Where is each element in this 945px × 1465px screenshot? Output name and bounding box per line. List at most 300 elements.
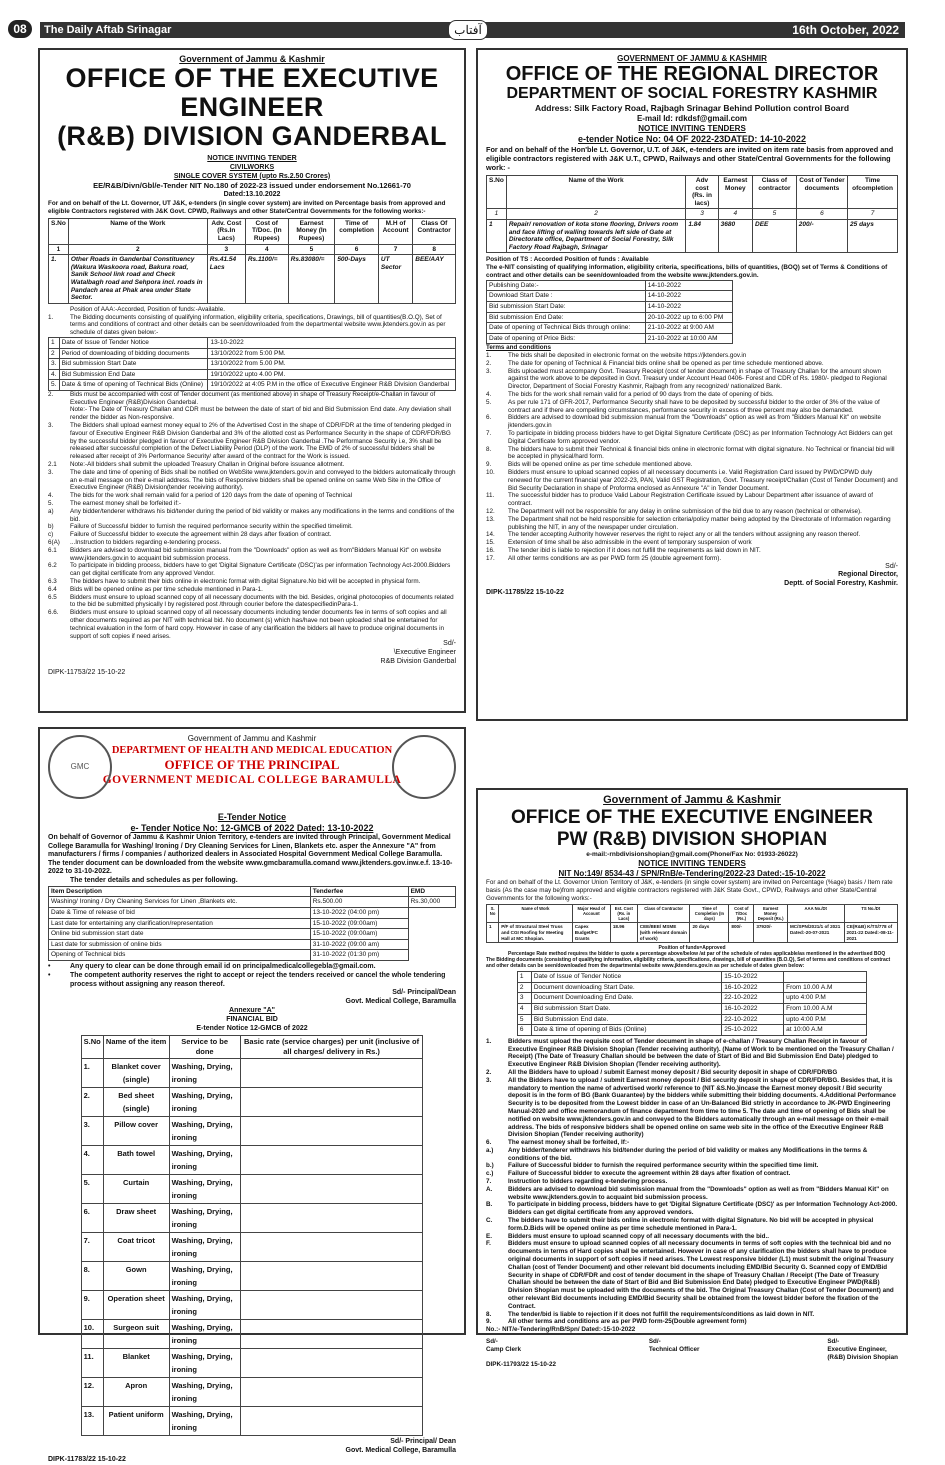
date-cell: Date & time of opening of Bids (Online) xyxy=(531,1025,721,1036)
date-cell: 3. xyxy=(49,359,60,370)
sign-college-2: Govt. Medical College, Baramulla xyxy=(345,1447,456,1455)
list-item: 3. The Bidders shall upload earnest money equal to 2% of the Advertised Cost in the shape of CDR/FDR at the time of tendering pledged in favour of Executive Engineer R&B Division Ganderbal and 3% of the allotted cost as Performance Security in the shape of CDR/FDR/BG by the successful bidder pledged in favour of Executive Engineer R&B Division Ganderbal .The Performance Security i.e, 3% shall be released after successful completion of the Defect Liability Period (DLP) of the work. The EMD of 2% of successful bidders shall be released after receipt of 3% Performance Security/ after award of the contract for the Work is issued. xyxy=(48,422,452,461)
table-row xyxy=(49,897,456,908)
table-cell: Washing, Drying, ironing xyxy=(169,1291,240,1320)
table-cell: Repair/ renovation of kota stone flooring, Drivers room and face lifting of walling towards left side of Gate at Directorate office, Department of Social Forestry, Silk Factory Road Rajbagh, Srinagar xyxy=(506,219,686,252)
list-item: 5. As per rule 171 of GFR-2017, Performance Security shall have to be deposited by successful bidder to the order of 3% of the value of contract and if there are compelling circumstances, performance security in excess of three percent may also be demanded. xyxy=(486,398,880,414)
sign-department: Deptt. of Social Forestry, Kashmir. xyxy=(784,580,898,588)
table-row xyxy=(487,219,898,252)
table-row xyxy=(81,1204,423,1233)
list-item: 11. The successful bidder has to produce Valid Labour Registration Certificate issued by Labour Department after issuance of award of contract. xyxy=(486,492,873,508)
no-line: No.:- NIT/e-Tendering/RnB/Spn/ Dated:-15-10-2022 xyxy=(486,1326,636,1334)
table-row xyxy=(487,323,733,334)
tender-ad-gmc-baramulla xyxy=(38,727,466,1463)
date-cell: 16-10-2022 xyxy=(722,1003,784,1014)
table-row xyxy=(81,1291,423,1320)
address: Address: Silk Factory Road, Rajbagh Srinagar Behind Pollution control Board xyxy=(534,103,850,113)
list-item: 15. Extension of time shall be also admissible in the event of temporary suspension of work xyxy=(486,539,752,547)
table-cell: CEE/BEE/ MSME (with relevant domain of work) xyxy=(637,923,690,943)
table-number-cell: 6 xyxy=(335,244,379,255)
table-header-cell: Name of the Work xyxy=(68,218,207,244)
sd-line: Sd/- xyxy=(443,640,456,648)
table-cell: Coat tricot xyxy=(103,1233,169,1262)
list-item: 3. The date and time of opening of Bids shall be notified on WebSite www.jktenders.gov.in and conveyed to the bidders automatically through an e-mail message on their e-mail address. The bids of Responsive bidders shall be opened online on same Web Site in the Office of Executive Engineer (R&B) Division(tender receiving authority). xyxy=(48,468,456,492)
list-item: E. Bidders must ensure to upload scanned copy of all necessary documents with the bid.. xyxy=(486,1232,770,1240)
table-cell: Blanket xyxy=(103,1349,169,1378)
sign-designation: Regional Director, xyxy=(838,571,898,579)
department-title: DEPARTMENT OF SOCIAL FORESTRY KASHMIR xyxy=(506,85,878,102)
notice-heading: E-Tender Notice xyxy=(217,812,287,822)
date-cell: From 10.00 A.M xyxy=(784,982,867,993)
table-row xyxy=(487,291,733,302)
table-header-cell: EMD xyxy=(408,886,455,897)
rate-cell xyxy=(240,1204,423,1233)
table-header-cell: Adv. Cost (Rs.In Lacs) xyxy=(207,218,245,244)
date-cell: Bid Submission End date. xyxy=(531,1014,721,1025)
date-cell: 16-10-2022 xyxy=(722,982,784,993)
newspaper-name: The Daily Aftab Srinagar xyxy=(44,24,172,36)
bidding-docs-para: The Bidding documents (consisting of qualifying information, eligibility criteria, specifications, drawings, bill of quantities (B.O.Q), Set of terms and conditions of contract and other details can be seen/downloaded from the departmental website www.jktenders.gov.in as per schedule of dates given below: xyxy=(486,957,891,970)
date-cell: Period of downloading of bidding documents xyxy=(59,348,208,359)
table-header-cell: AAA No./Dt xyxy=(787,905,844,923)
date-cell: Last date for submission of online bids xyxy=(49,939,311,950)
financial-bid-table xyxy=(81,1035,424,1436)
sign-designation-2: Sd/- Principal/ Dean xyxy=(390,1438,456,1446)
table-header-cell: Time ofcompletion xyxy=(848,176,898,209)
table-cell: Blanket cover (single) xyxy=(103,1059,169,1088)
table-row xyxy=(81,1349,423,1378)
table-cell: UT Sector xyxy=(378,255,412,304)
date-cell: Opening of Technical bids xyxy=(49,950,311,961)
table-row xyxy=(49,380,456,391)
list-item: b) Failure of Successful bidder to furnish the required performance security within the specified timelimit. xyxy=(48,523,353,531)
list-item: 6.6. Bidders must ensure to upload scanned copy of all necessary documents including tender documents fee in terms of soft copies and all other documents required as per NIT with technical bid. No document (s) which has/have not been uploaded shall be entertained for technical evaluation in the form of hard copy. However in case of any clarification the bidders all have to produce original documents in support of soft copies if need arises. xyxy=(48,609,447,640)
table-header-cell: Basic rate (service charges) per unit (inclusive of all charges/ delivery in Rs.) xyxy=(240,1036,423,1059)
table-cell: DEE xyxy=(753,219,797,252)
date-cell: Download Start Date : xyxy=(487,291,646,302)
date-cell: 19/10/2022 at 4:05 P.M in the office of Executive Engineer R&B Division Ganderbal xyxy=(208,380,456,391)
date-cell: Date of opening of Price Bids: xyxy=(487,333,646,344)
dates-table xyxy=(517,971,867,1036)
financial-bid-ref: E-tender Notice 12-GMCB of 2022 xyxy=(196,1024,308,1032)
table-row xyxy=(81,1320,423,1349)
notice-heading: NOTICE INVITING TENDERS xyxy=(638,124,746,133)
table-row xyxy=(517,993,866,1004)
table-header-cell: Cost of T/Doc. (In Rupees) xyxy=(245,218,288,244)
table-cell: Washing, Drying, ironing xyxy=(169,1262,240,1291)
position-line: Position of TS : Accorded Position of funds : Available xyxy=(486,256,649,264)
table-cell: Other Roads in Ganderbal Constituency (Wakura Waskoora road, Bakura road, Sanik School link road and Check Watalbagh road and Sehpora incl. roads in Pandach area at Phak area under State Sector. xyxy=(68,255,207,304)
works-heading: CIVILWORKS xyxy=(229,163,275,171)
list-item: 3. Bids uploaded must accompany Govt. Treasury Receipt (cost of tender document) in shape of Treasury Challan for the amount shown against the work above to be deposited in Govt. Treasury under Account Head 0406- Forest and CDR of Rs. 1980/- pledged to Regional Director, Department of Social Forestry Kashmir, Rajbagh from any recognized/ nationalized Bank. xyxy=(486,367,887,391)
date-cell: 4. xyxy=(49,369,60,380)
date-cell: 21-10-2022 at 9:00 AM xyxy=(645,323,732,334)
table-row xyxy=(487,333,733,344)
list-item: 7. To participate in bidding process bidders have to get Digital Signature Certificate (DSC) as per Information Technology Act Bidders can get Digital Certificate form approved vendor. xyxy=(486,430,893,445)
list-item: c.) Failure of Successful bidder to execute the agreement within 28 days after fixation of contract. xyxy=(486,1170,791,1178)
table-cell: 11. xyxy=(81,1349,103,1378)
system-heading: SINGLE COVER SYSTEM (upto Rs.2.50 Crores) xyxy=(173,172,331,180)
date-cell: 14-10-2022 xyxy=(645,301,732,312)
date-cell: 2 xyxy=(517,982,531,993)
table-cell: Washing, Drying, ironing xyxy=(169,1059,240,1088)
division-title: (R&B) DIVISION GANDERBAL xyxy=(57,121,447,151)
gov-line: Government of Jammu & Kashmir xyxy=(179,54,325,64)
nit-ref: e- Tender Notice No: 12-GMCB of 2022 Dated: 13-10-2022 xyxy=(130,823,374,833)
schedule-line: The tender details and schedules as per following. xyxy=(70,876,238,884)
intro-para: For and on behalf of the Lt. Governor Union Territory of J&K, e-tenders (in single cover system) are invited on Percentage (%age) basis / Item rate basis (As the case may be)from approved and eligible contractors registered with J&K State Govt., CPWD, Railways and other State/Central Governments for the following works:- xyxy=(486,879,893,902)
table-cell: 1. xyxy=(81,1059,103,1088)
table-header-cell: Name of Work xyxy=(499,905,573,923)
list-item: 6(A) ...Instruction to bidders regarding e-tendering process. xyxy=(48,539,222,547)
list-item: B. To participate in bidding process, bidders have to get 'Digital Signature Certificate (DSC)' as per Information Technology Act-2000. Bidders can get digital certificate from any approved vendors. xyxy=(486,1201,898,1217)
list-item: 2.1 Note:-All bidders shall submit the uploaded Treasury Challan in Original before issuance allotment. xyxy=(48,461,345,469)
date-cell: Online bid submission start date xyxy=(49,929,311,940)
date-cell: 13/10/2022 from 5:00 PM. xyxy=(208,348,456,359)
sign-college: Govt. Medical College, Baramulla xyxy=(345,998,456,1006)
table-row xyxy=(49,939,456,950)
table-number-cell: 7 xyxy=(848,209,898,220)
table-row xyxy=(517,1003,866,1014)
table-row xyxy=(487,209,898,220)
date-cell: 22-10-2022 xyxy=(722,993,784,1004)
table-number-cell: 5 xyxy=(288,244,335,255)
table-cell: 12. xyxy=(81,1378,103,1407)
intro-para: For and on behalf of the Hon'ble Lt. Governor, U.T. of J&K, e-tenders are invited on item rate basis from approved and eligible contractors registered with J&K U.T., CPWD, Railways and other State/Central Governments for the following work: - xyxy=(486,145,894,172)
table-cell: 10. xyxy=(81,1320,103,1349)
table-row xyxy=(49,369,456,380)
position-line: Position of funds=Approved xyxy=(658,945,726,952)
table-cell: CE(R&B) K/TS/778 of 2021-22 Dated:-08-11-2021 xyxy=(844,923,897,943)
intro-para: For and on behalf of the Lt. Governor, UT J&K, e-tenders (in single cover system) are invited on Percentage basis from approved and eligible Contractors registered with J&K Govt. CPWD, Railways and other State/Central Governments for the following works:- xyxy=(48,200,446,215)
table-row xyxy=(49,929,456,940)
dipk-code: DIPK-11793/22 15-10-22 xyxy=(486,1361,557,1369)
table-number-cell: 4 xyxy=(245,244,288,255)
table-row xyxy=(81,1175,423,1204)
sign-designation: \Executive Engineer xyxy=(393,649,456,657)
para-1: 1. The Bidding documents consisting of qualifying information, eligibility criteria, specifications, Drawings, bill of quantities(B.O.Q), Set of terms and conditions of contract and other details can be seen/downloaded from the departmental website www.jktenders.gov.in as per schedule of dates given below:- xyxy=(48,313,446,337)
table-row xyxy=(487,905,898,923)
list-item: F. Bidders must ensure to upload scanned copies of all necessary documents in terms of soft copies with the technical bid and no documents in terms of Hard copies shall be entertained. However in case of any clarification the bidders shall have to produce original documents in support of soft copies if need arises. The Lowest responsive bidder (L1) must submit the original Treasury Challan (cost of Tender Document) and other relevant bid documents including EMD/Bid Security G. Scanned copy of EMD/Bid Security in shape of CDR/FDR and cost of tender document in the shape of Treasury Challan / Receipt (The Date of Treasury Challan should be between the date of Start of Bid and Bid Submission End Date) pledged to Executive Engineer PWD(R&B) Division Shopian must be uploaded with the documents of the bid. The Original Treasury Challan (Cost of Tender Document) and other relevant Bid documents including EMD/Bid Security shall be obtained from the lowest bidder before the fixation of the Contract. xyxy=(486,1240,894,1310)
rate-cell xyxy=(240,1378,423,1407)
rate-method: Percentage Rate method requires the bidder to quote a percentage above/below /at par of the schedule of rates applicable/as mentioned in the advertised BOQ xyxy=(508,951,886,958)
date-cell: 4 xyxy=(517,1003,531,1014)
nit-ref: NIT No:149/ 8534-43 / SPN/RnB/e-Tendering/2022-23 Dated:-15-10-2022 xyxy=(558,869,826,878)
date-cell: Date of Issue of Tender Notice xyxy=(59,337,208,348)
date-cell: Bid submission Start Date: xyxy=(487,301,646,312)
table-cell: MC/SPN/2021/1 of 2021 Dated:-20-07-2021 xyxy=(787,923,844,943)
table-header-cell: Adv cost (Rs. in lacs) xyxy=(686,176,718,209)
table-row xyxy=(81,1146,423,1175)
table-cell: 37920/- xyxy=(754,923,788,943)
rate-cell xyxy=(240,1262,423,1291)
table-row xyxy=(49,950,456,961)
table-row xyxy=(49,255,456,304)
date-cell: Date & Time of release of bid xyxy=(49,907,311,918)
office-title: OFFICE OF THE REGIONAL DIRECTOR xyxy=(505,63,879,85)
date-cell: 15-10-2022 (09:00am) xyxy=(310,929,408,940)
table-row xyxy=(487,923,898,943)
table-row xyxy=(49,907,456,918)
table-cell: Washing, Drying, ironing xyxy=(169,1320,240,1349)
table-cell: Washing, Drying, ironing xyxy=(169,1349,240,1378)
table-cell: 13. xyxy=(81,1407,103,1436)
table-cell: 3. xyxy=(81,1117,103,1146)
dates-table xyxy=(48,337,456,391)
table-header-cell: S.No xyxy=(49,218,69,244)
table-row xyxy=(517,982,866,993)
table-row xyxy=(81,1407,423,1436)
date-cell: 6 xyxy=(517,1025,531,1036)
works-table xyxy=(486,175,898,253)
date-cell: Last date for entertaining any clarification/representation xyxy=(49,918,311,929)
date-cell: 25-10-2022 xyxy=(722,1025,784,1036)
nit-dated: Dated:13.10.2022 xyxy=(223,191,281,199)
date-cell: 22-10-2022 xyxy=(722,1014,784,1025)
rate-cell xyxy=(240,1117,423,1146)
list-item: 6.4 Bids will be opened online as per time schedule mentioned in Para-1. xyxy=(48,585,263,593)
date-cell: Date & time of opening of Technical Bids (Online) xyxy=(59,380,208,391)
list-item: a.) Any bidder/tenderer withdraws his bid/tender during the period of bid validity or makes any Modifications in the terms & conditions of the bid. xyxy=(486,1146,868,1162)
date-cell: Date of Issue of Tender Notice xyxy=(531,972,721,983)
table-number-cell: 7 xyxy=(378,244,412,255)
table-row xyxy=(49,359,456,370)
date-cell: 20-10-2022 up to 6:00 PM xyxy=(645,312,732,323)
list-item: 6.2 To participate in bidding process, bidders have to get 'Digital Signature Certificate (DSC)'as per information Technology Act-2000.Bidders can get digital certificate from any approved Vendor. xyxy=(48,562,451,578)
table-header-cell: S.No xyxy=(487,176,507,209)
gov-line: GOVERNMENT OF JAMMU & KASHMIR xyxy=(617,54,767,63)
table-cell: Washing, Drying, ironing xyxy=(169,1117,240,1146)
table-number-cell: 3 xyxy=(686,209,718,220)
list-item: 4. The bids for the work shall remain valid for a period of 90 days from the date of opening of bids. xyxy=(486,391,774,399)
table-cell: 2. xyxy=(81,1088,103,1117)
list-item: 6. The earnest money shall be forfeited, If:- xyxy=(486,1139,630,1147)
table-header-cell: Cost of T/Doc (Rs.) xyxy=(729,905,754,923)
tender-ad-ganderbal xyxy=(38,48,466,713)
table-header-cell: S. No xyxy=(487,905,499,923)
table-header-cell: Est. Cost (Rs. in Lacs) xyxy=(610,905,637,923)
date-cell: Document Downloading End Date. xyxy=(531,993,721,1004)
date-cell: 14-10-2022 xyxy=(645,280,732,291)
date-cell xyxy=(784,972,867,983)
table-cell: 1.84 xyxy=(686,219,718,252)
table-header-cell: Cost of Tender documents xyxy=(796,176,847,209)
bullet-rights: • The competent authority reserves the right to accept or reject the tenders received or cancel the whole tendering process without assigning any reason thereof. xyxy=(48,971,446,988)
table-row xyxy=(49,918,456,929)
list-item: 17. All other terms conditions are as per PWD form 25 (double agreement form). xyxy=(486,554,722,562)
table-row xyxy=(517,1025,866,1036)
table-row xyxy=(487,176,898,209)
date-cell: 21-10-2022 at 10:00 AM xyxy=(645,333,732,344)
list-item: A. Bidders are advised to download bid submission manual from the "Downloads" option as well as from "Bidders Manual Kit" on website www.jktenders.gov.in to acquaint bid submission process. xyxy=(486,1185,889,1201)
table-cell: Rs.30,000 xyxy=(408,897,455,908)
tender-ad-social-forestry xyxy=(476,48,908,721)
table-number-cell: 6 xyxy=(796,209,847,220)
date-cell: Bid Submission End Date xyxy=(59,369,208,380)
table-header-cell: Tenderfee xyxy=(310,886,408,897)
list-item: 6.5 Bidders must ensure to upload scanned copy of all necessary documents with the bid. Besides, original photocopies of documents related to the bid be submitted physically l by registered post /through courier before the datespecifiedinPara-1. xyxy=(48,593,454,609)
list-item: 3. All the Bidders have to upload / submit Earnest money deposit / Bid security deposit in shape of CDR/FDR/BG. Besides that, it is mandatory to mention the name of advertised work/ reference to (NIT &S.No.)incase the Earnest money deposit / Bid security deposit is in the form of BG (Bank Guarantee) by the bidders while submitting their bidding documents. 4.Additional Performance Security is to be deposited from the Lowest bidder in case of an Un-Balanced Bid strictly in accordance to JK-PWD Engineering Manual-2020 and office memorandum of finance department from time to time 5. The date and time of opening of Bids shall be notified on website www.jktenders.gov.in and conveyed to the Bidders automatically through an e-mail message on their e-mail address. The bids of responsive bidders shall be opened online on same web site in the office of the Executive Engineer R&B Division Shopian (Tender receiving authority) xyxy=(486,1076,896,1139)
table-cell: Operation sheet xyxy=(103,1291,169,1320)
list-item: a) Any bidder/tenderer withdraws his bid/tender during the period of bid validity or makes any modifications in the terms and conditions of the bid. xyxy=(48,507,455,523)
table-header-cell: Earnest Money (In Rupees) xyxy=(288,218,335,244)
table-cell: 25 days xyxy=(848,219,898,252)
table-cell: 20 days xyxy=(690,923,729,943)
table-cell: 9. xyxy=(81,1291,103,1320)
date-cell: From 10.00 A.M xyxy=(784,1003,867,1014)
date-cell: at 10:00 A.M xyxy=(784,1025,867,1036)
table-cell: Gown xyxy=(103,1262,169,1291)
list-item: 14. The tender accepting Authority however reserves the right to reject any or all the tenders without assigning any reason thereof. xyxy=(486,531,861,539)
date-cell: Publishing Date:- xyxy=(487,280,646,291)
table-cell: P/F of Structural Steel Truss and CGI Roofing for Meeting Hall at MC Shopian. xyxy=(499,923,573,943)
table-cell: Curtain xyxy=(103,1175,169,1204)
gov-line: Government of Jammu & Kashmir xyxy=(603,794,781,806)
table-cell: 18.96 xyxy=(610,923,637,943)
table-cell: Washing, Drying, ironing xyxy=(169,1088,240,1117)
table-header-cell: S.No xyxy=(81,1036,103,1059)
rate-cell xyxy=(240,1059,423,1088)
date-cell: 31-10-2022 (09:00 am) xyxy=(310,939,408,950)
table-row xyxy=(49,348,456,359)
table-cell: BEE/AAY xyxy=(413,255,456,304)
email: E-mail Id: rdkdsf@gmail.com xyxy=(636,114,748,123)
table-header-cell: Name of the Work xyxy=(506,176,686,209)
date-cell: 2 xyxy=(49,348,60,359)
table-header-cell: Time of completion xyxy=(335,218,379,244)
table-cell: Rs.500.00 xyxy=(310,897,408,908)
works-table xyxy=(48,218,456,304)
table-cell: Washing/ Ironing / Dry Cleaning Services for Linen ,Blankets etc. xyxy=(49,897,311,908)
rate-cell xyxy=(240,1291,423,1320)
table-row xyxy=(487,280,733,291)
notice-heading: NOTICE INVITING TENDERS xyxy=(638,859,746,868)
table-row xyxy=(49,886,456,897)
table-cell: Washing, Drying, ironing xyxy=(169,1378,240,1407)
table-cell: 4. xyxy=(81,1146,103,1175)
dipk-code: DIPK-11785/22 15-10-22 xyxy=(486,589,564,596)
table-row xyxy=(81,1088,423,1117)
list-item: 13. The Department shall not be held responsible for selection criteria/policy matter being adopted by the Directorate of Information regarding publishing the NIT, in any of the newspaper under circulation. xyxy=(486,515,891,531)
table-header-cell: Item Description xyxy=(49,886,311,897)
table-row xyxy=(81,1059,423,1088)
table-number-cell: 5 xyxy=(753,209,797,220)
annexure-heading: Annexure "A" xyxy=(229,1006,275,1014)
date-cell: Document downloading Start Date. xyxy=(531,982,721,993)
list-item: 1. The bids shall be deposited in electronic format on the website https://jktenders.gov.in xyxy=(486,352,747,360)
table-number-cell: 3 xyxy=(207,244,245,255)
table-header-cell: Class of Contractor xyxy=(637,905,690,923)
table-cell: Bath towel xyxy=(103,1146,169,1175)
table-cell: 1 xyxy=(487,219,507,252)
table-number-cell: 8 xyxy=(413,244,456,255)
table-header-cell: Earnest Money Deposit (Rs.) xyxy=(754,905,788,923)
table-row xyxy=(487,312,733,323)
table-row xyxy=(487,301,733,312)
date-cell: 3 xyxy=(517,993,531,1004)
table-number-cell: 2 xyxy=(506,209,686,220)
date-cell: Bid submission Start Date xyxy=(59,359,208,370)
date-cell: 14-10-2022 xyxy=(645,291,732,302)
sign-designation: Sd/- Principal/Dean xyxy=(392,989,456,997)
notice-heading: NOTICE INVITING TENDER xyxy=(207,155,297,162)
intro-para: On behalf of Governor of Jammu & Kashmir Union Territory, e-tenders are invited through Principal, Government Medical College Baramulla for Washing/ Ironing / Dry Cleaning Services for Linen, Blankets etc. asper the Annexure "A" from manufacturers / firms / companies / authorized dealers in Associated Hospital Government Medical College Baramulla. The tender document can be downloaded from the website www.gmcbaramulla.comand www.jktenders.gov.inw.e.f. 13-10-2022 to 31-10-2022. xyxy=(48,834,453,876)
list-item: 6. Bidders are advised to download bid submission manual from the "Downloads" option as well as from "Bidders Manual Kit" on website jktenders.gov.in xyxy=(486,414,881,430)
list-item: 10. Bidders must ensure to upload scanned copies of all necessary documents i.e. Valid Registration Card issued by PWD/CPWD duly renewed for the current financial year 2022-23, PAN, Valid GST Registration, Govt. Treasury receipt/Challan (Cost of Tender Document) and Bid Security Declaration in shape of Proforma enclosed as Annexure "A" in Tender Document. xyxy=(486,469,898,492)
list-item: Note:- The Date of Treasury Challan and CDR must be between the date of start of bid and Bid Submission End date. Any deviation shall render the bidder as Non-responsive. xyxy=(70,406,452,422)
table-header-cell: Class of contractor xyxy=(753,176,797,209)
jk-emblem xyxy=(392,735,456,799)
table-cell: Rs.83080/= xyxy=(288,255,335,304)
table-cell: Rs.41.54 Lacs xyxy=(207,255,245,304)
date-cell: upto 4:00 P.M xyxy=(784,993,867,1004)
gmc-emblem: GMC xyxy=(48,735,112,799)
table-row xyxy=(49,218,456,244)
table-number-cell: 1 xyxy=(49,244,69,255)
nit-ref: e-tender Notice No: 04 OF 2022-23DATED: 14-10-2022 xyxy=(578,134,806,144)
list-item: 2. The date for opening of Technical & Financial bids online shall be opened as per time schedule mentioned above. xyxy=(486,359,824,367)
rate-cell xyxy=(240,1320,423,1349)
table-cell: 1. xyxy=(49,255,69,304)
table-row xyxy=(81,1117,423,1146)
list-item: 8. The bidders have to submit their Technical & financial bids online in electronic format with digital signature. No Technical or financial bid will be accepted in physical/hard form. xyxy=(486,445,895,461)
list-item: 9. All other terms and conditions are as per PWD form-25(Double agreement form) xyxy=(486,1318,747,1326)
date-cell: 13-10-2022 (04:00 pm) xyxy=(310,907,408,918)
list-item: 9. Bids will be opened online as per time schedule mentioned above. xyxy=(486,461,693,469)
terms-heading: Terms and conditions xyxy=(486,344,551,352)
rate-cell xyxy=(240,1088,423,1117)
financial-bid-heading: FINANCIAL BID xyxy=(226,1015,278,1023)
dipk-code: DIPK-11783/22 15-10-22 xyxy=(48,1455,126,1463)
table-cell: Pillow cover xyxy=(103,1117,169,1146)
rate-cell xyxy=(240,1407,423,1436)
list-item: 16. The tender ibid is liable to rejection if it does not fulfill the requirements as laid down in NIT. xyxy=(486,547,761,555)
table-cell: 7. xyxy=(81,1233,103,1262)
table-cell: 500-Days xyxy=(335,255,379,304)
list-item: 12. The Department will not be responsible for any delay in online submission of the bid due to any reason (technical or otherwise). xyxy=(486,508,862,516)
enit-para: The e-NIT consisting of qualifying information, eligibility criteria, specifications, bills of quantities, (BOQ) set of Terms & Conditions of contract and other details can be seen/downloaded from the website www.jktenders.gov.in. xyxy=(486,264,888,279)
list-item: 6.1 Bidders are advised to download bid submission manual from the "Downloads" option as well as from"Bidders Manual Kit" on website www.jktenders.gov.in to acquaint bid submission process. xyxy=(48,546,442,562)
table-header-cell: TS No./Dt xyxy=(844,905,897,923)
table-cell: Washing, Drying, ironing xyxy=(169,1204,240,1233)
table-cell: Washing, Drying, ironing xyxy=(169,1407,240,1436)
table-header-cell: Earnest Money xyxy=(718,176,752,209)
list-item: 2. All the Bidders have to upload / submit Earnest money deposit / Bid security deposit in shape of CDR/FDR/BG xyxy=(486,1068,838,1076)
nit-ref: EE/R&B/Divn/Gbl/e-Tender NIT No.180 of 2022-23 issued under endorsement No.12661-70 xyxy=(93,181,411,191)
table-cell: Bed sheet (single) xyxy=(103,1088,169,1117)
table-cell: 8. xyxy=(81,1262,103,1291)
date-cell: 13-10-2022 xyxy=(208,337,456,348)
date-cell: 1 xyxy=(49,337,60,348)
date-cell: 1 xyxy=(517,972,531,983)
table-cell: Washing, Drying, ironing xyxy=(169,1233,240,1262)
page-number: 08 xyxy=(8,20,32,38)
list-item: b.) Failure of Successful bidder to furnish the required performance security within the specified time limit. xyxy=(486,1162,819,1170)
table-row xyxy=(49,337,456,348)
table-row xyxy=(81,1262,423,1291)
date-cell: 15-10-2022 xyxy=(722,972,784,983)
date-cell: 31-10-2022 (01:30 pm) xyxy=(310,950,408,961)
list-item: 2. Bids must be accompanied with cost of Tender document (as mentioned above) in shape of Treasury Receipt/e-Challan in favour of Executive Engineer (R&B)Division Ganderbal. xyxy=(48,390,436,406)
sd-line: Sd/- xyxy=(885,562,898,570)
table-row xyxy=(517,1014,866,1025)
table-row xyxy=(517,972,866,983)
list-item: C. The bidders have to submit their bids online in electronic format with digital Signature. No bid will be accepted in physical form.D.Bids will be opened online as per time schedule mentioned in Para-1. xyxy=(486,1217,874,1232)
table-cell: 6. xyxy=(81,1204,103,1233)
division-title: PW (R&B) DIVISION SHOPIAN xyxy=(556,829,828,850)
table-cell: Rs.1100/= xyxy=(245,255,288,304)
office-title: OFFICE OF THE EXECUTIVE ENGINEER xyxy=(65,63,439,122)
